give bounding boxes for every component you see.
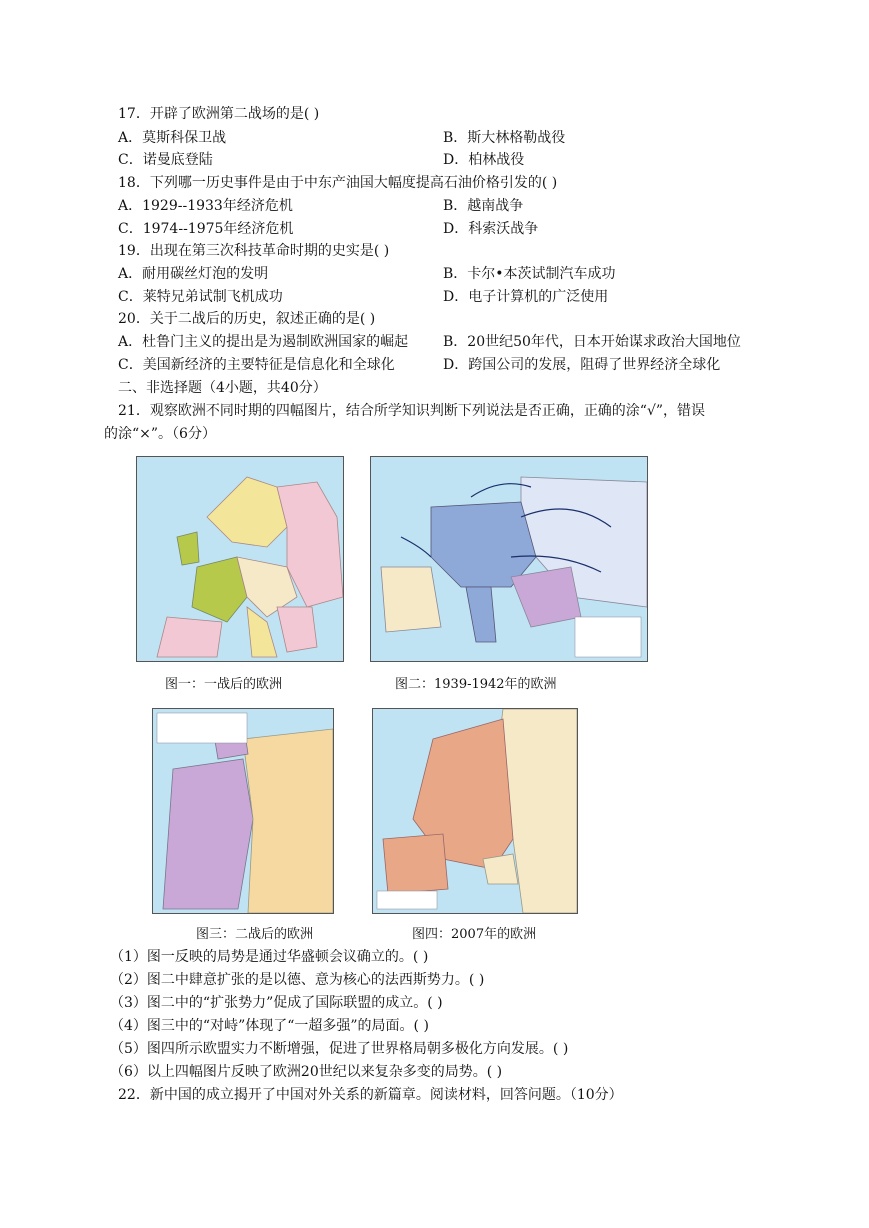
q18-stem: 18．下列哪一历史事件是由于中东产油国大幅度提高石油价格引发的( ) xyxy=(118,175,558,191)
q21-item-5: （5）图四所示欧盟实力不断增强，促进了世界格局朝多极化方向发展。( ) xyxy=(110,1041,569,1057)
q22-stem: 22．新中国的成立揭开了中国对外关系的新篇章。阅读材料，回答问题。（10分） xyxy=(118,1087,623,1103)
map1-caption: 图一：一战后的欧洲 xyxy=(165,677,283,692)
q20-stem: 20．关于二战后的历史，叙述正确的是( ) xyxy=(118,311,376,327)
q20-option-b: B．20世纪50年代，日本开始谋求政治大国地位 xyxy=(443,334,741,350)
q17-stem: 17．开辟了欧洲第二战场的是( ) xyxy=(118,106,320,122)
map-europe-1939-1942 xyxy=(370,456,648,662)
map-europe-2007 xyxy=(372,708,578,914)
q19-stem: 19．出现在第三次科技革命时期的史实是( ) xyxy=(118,243,390,259)
q21-item-3: （3）图二中的“扩张势力”促成了国际联盟的成立。( ) xyxy=(110,995,443,1011)
map2-caption: 图二：1939-1942年的欧洲 xyxy=(395,677,557,692)
q19-option-b: B．卡尔•本茨试制汽车成功 xyxy=(443,266,616,282)
map-post-wwi-europe xyxy=(136,456,344,662)
q18-option-b: B．越南战争 xyxy=(443,198,524,214)
q21-item-1: （1）图一反映的局势是通过华盛顿会议确立的。( ) xyxy=(110,949,429,965)
q19-option-c: C．莱特兄弟试制飞机成功 xyxy=(118,289,283,305)
q19-option-d: D．电子计算机的广泛使用 xyxy=(443,289,609,305)
q20-option-a: A．杜鲁门主义的提出是为遏制欧洲国家的崛起 xyxy=(118,334,409,350)
map3-caption: 图三：二战后的欧洲 xyxy=(196,927,314,942)
q19-option-a: A．耐用碳丝灯泡的发明 xyxy=(118,266,269,282)
q17-option-b: B．斯大林格勒战役 xyxy=(443,130,566,146)
q17-option-a: A．莫斯科保卫战 xyxy=(118,130,227,146)
section-heading: 二、非选择题（4小题，共40分） xyxy=(118,380,327,396)
q17-option-c: C．诺曼底登陆 xyxy=(118,152,213,168)
map-post-wwii-europe xyxy=(152,708,334,914)
q21-item-2: （2）图二中肆意扩张的是以德、意为核心的法西斯势力。( ) xyxy=(110,972,485,988)
q20-option-c: C．美国新经济的主要特征是信息化和全球化 xyxy=(118,357,395,373)
q21-stem-line2: 的涂“×”。（6分） xyxy=(104,426,216,442)
q18-option-c: C．1974--1975年经济危机 xyxy=(118,221,294,237)
q21-item-6: （6）以上四幅图片反映了欧洲20世纪以来复杂多变的局势。( ) xyxy=(110,1064,503,1080)
q18-option-a: A．1929--1933年经济危机 xyxy=(118,198,293,214)
map4-caption: 图四：2007年的欧洲 xyxy=(412,927,537,942)
q21-item-4: （4）图三中的“对峙”体现了“一超多强”的局面。( ) xyxy=(110,1018,429,1034)
q21-stem-line1: 21．观察欧洲不同时期的四幅图片，结合所学知识判断下列说法是否正确，正确的涂“√”，错误 xyxy=(118,403,706,419)
q18-option-d: D．科索沃战争 xyxy=(443,221,539,237)
q20-option-d: D．跨国公司的发展，阻碍了世界经济全球化 xyxy=(443,357,721,373)
q17-option-d: D．柏林战役 xyxy=(443,152,525,168)
